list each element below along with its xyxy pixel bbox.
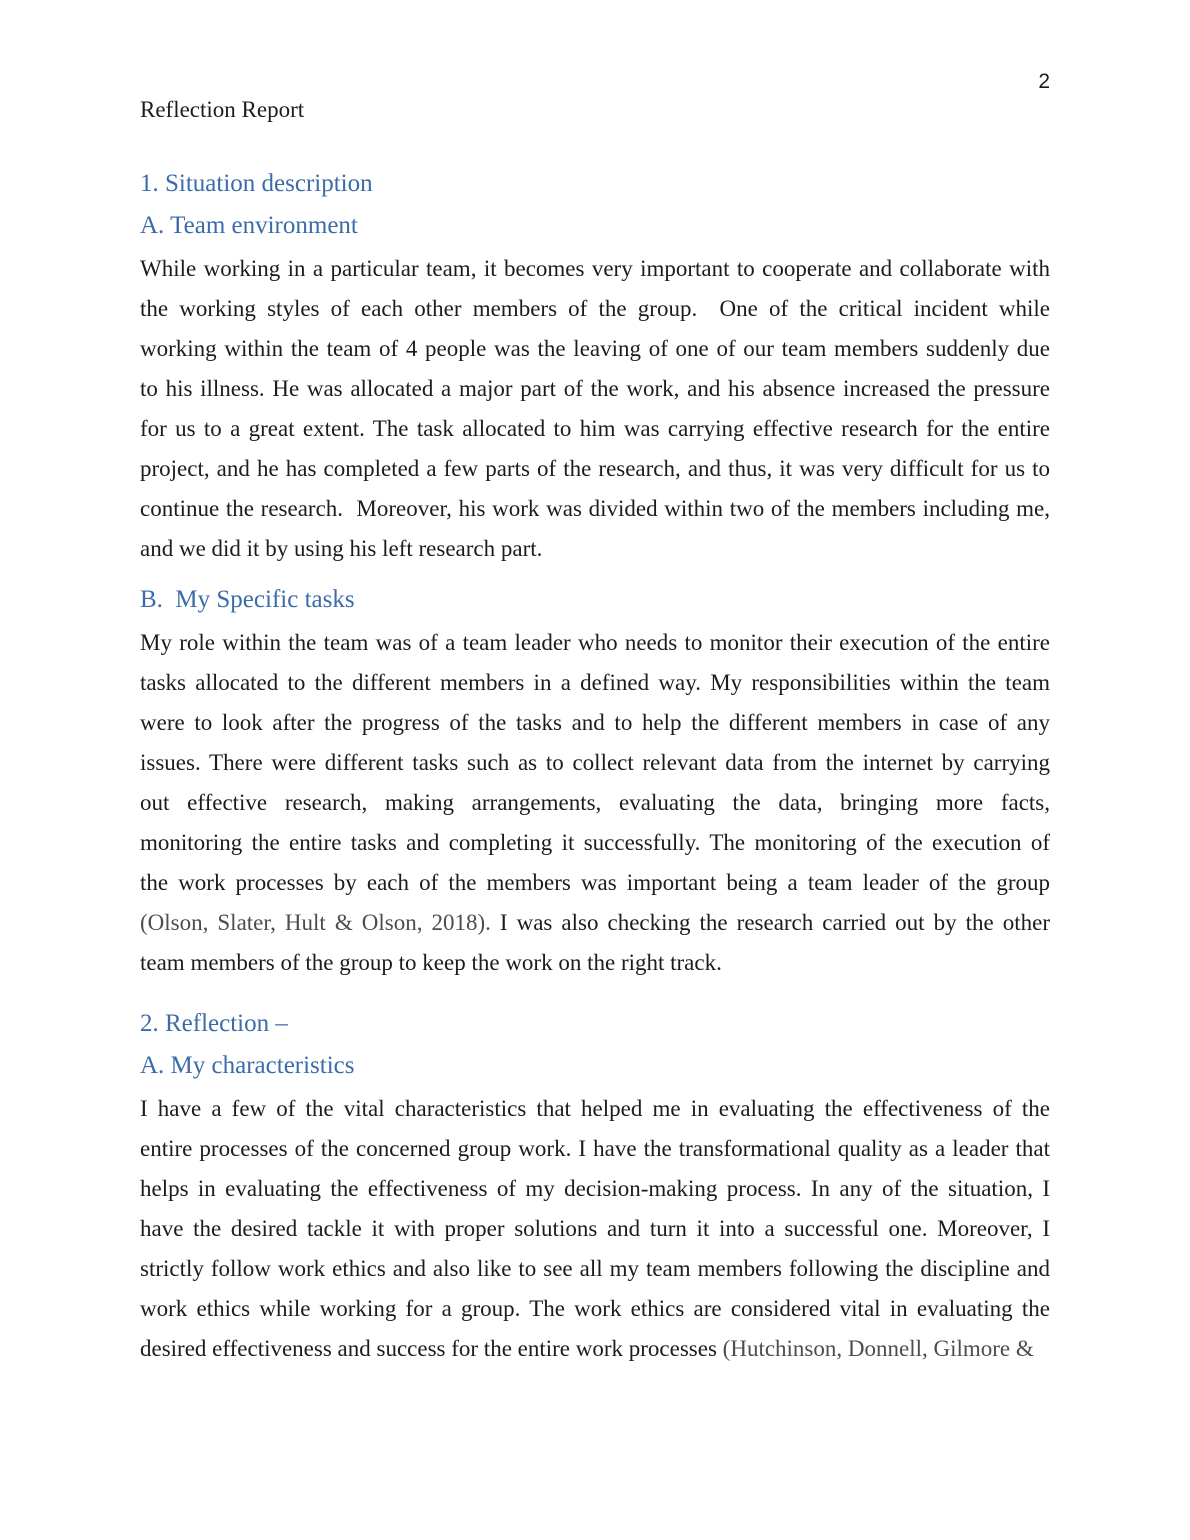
paragraph-line: the work processes by each of the members was important being a team leader of the group (140, 870, 1050, 895)
paragraph-line: have the desired tackle it with proper solutions and turn it into a successful one. Moreover, I (140, 1216, 1050, 1241)
paragraph-line: for us to a great extent. The task allocated to him was carrying effective research for the entire (140, 416, 1050, 441)
running-head: Reflection Report (140, 97, 305, 122)
paragraph-line: the working styles of each other members of the group. One of the critical incident while (140, 296, 1050, 321)
paragraph-line: tasks allocated to the different members in a defined way. My responsibilities within the team (140, 670, 1050, 695)
citation-text: (Hutchinson, Donnell, Gilmore & (722, 1336, 1034, 1361)
paragraph-line: to his illness. He was allocated a major part of the work, and his absence increased the pressure (140, 376, 1050, 401)
paragraph-line: entire processes of the concerned group work. I have the transformational quality as a leader that (140, 1136, 1050, 1161)
paragraph-team-environment (140, 249, 1050, 569)
heading-reflection: 2. Reflection – (140, 1010, 288, 1037)
paragraph-line: out effective research, making arrangements, evaluating the data, bringing more facts, (140, 790, 1050, 815)
subheading-my-specific-tasks: B. My Specific tasks (140, 586, 355, 613)
paragraph-my-characteristics (140, 1089, 1050, 1369)
paragraph-line: strictly follow work ethics and also like to see all my team members following the discipline and (140, 1256, 1050, 1281)
paragraph-line: team members of the group to keep the work on the right track. (140, 950, 722, 975)
subheading-my-characteristics: A. My characteristics (140, 1052, 355, 1079)
paragraph-line: continue the research. Moreover, his work was divided within two of the members including me, (140, 496, 1050, 521)
paragraph-line: working within the team of 4 people was the leaving of one of our team members suddenly due (140, 336, 1050, 361)
paragraph-line: work ethics while working for a group. The work ethics are considered vital in evaluating the (140, 1296, 1050, 1321)
paragraph-line: I have a few of the vital characteristics that helped me in evaluating the effectiveness of the (140, 1096, 1050, 1121)
paragraph-line: monitoring the entire tasks and completing it successfully. The monitoring of the execution of (140, 830, 1050, 855)
heading-situation-description: 1. Situation description (140, 170, 373, 197)
paragraph-line: issues. There were different tasks such as to collect relevant data from the internet by carrying (140, 750, 1050, 775)
paragraph-line: project, and he has completed a few parts of the research, and thus, it was very difficult for us to (140, 456, 1050, 481)
paragraph-line: and we did it by using his left research part. (140, 536, 543, 561)
paragraph-line: helps in evaluating the effectiveness of my decision-making process. In any of the situation, I (140, 1176, 1050, 1201)
paragraph-line: were to look after the progress of the tasks and to help the different members in case of any (140, 710, 1050, 735)
subheading-team-environment: A. Team environment (140, 212, 358, 239)
paragraph-my-specific-tasks (140, 623, 1050, 983)
paragraph-line: (Olson, Slater, Hult & Olson, 2018). I was also checking the research carried out by the other (140, 910, 1050, 935)
paragraph-line: My role within the team was of a team leader who needs to monitor their execution of the entire (140, 630, 1050, 655)
paragraph-line: desired effectiveness and success for the entire work processes (Hutchinson, Donnell, Gilmore & (140, 1336, 1034, 1361)
paragraph-line: While working in a particular team, it becomes very important to cooperate and collaborate with (140, 256, 1050, 281)
citation-text: (Olson, Slater, Hult & Olson, 2018). (140, 910, 491, 935)
page-number: 2 (1038, 70, 1050, 93)
